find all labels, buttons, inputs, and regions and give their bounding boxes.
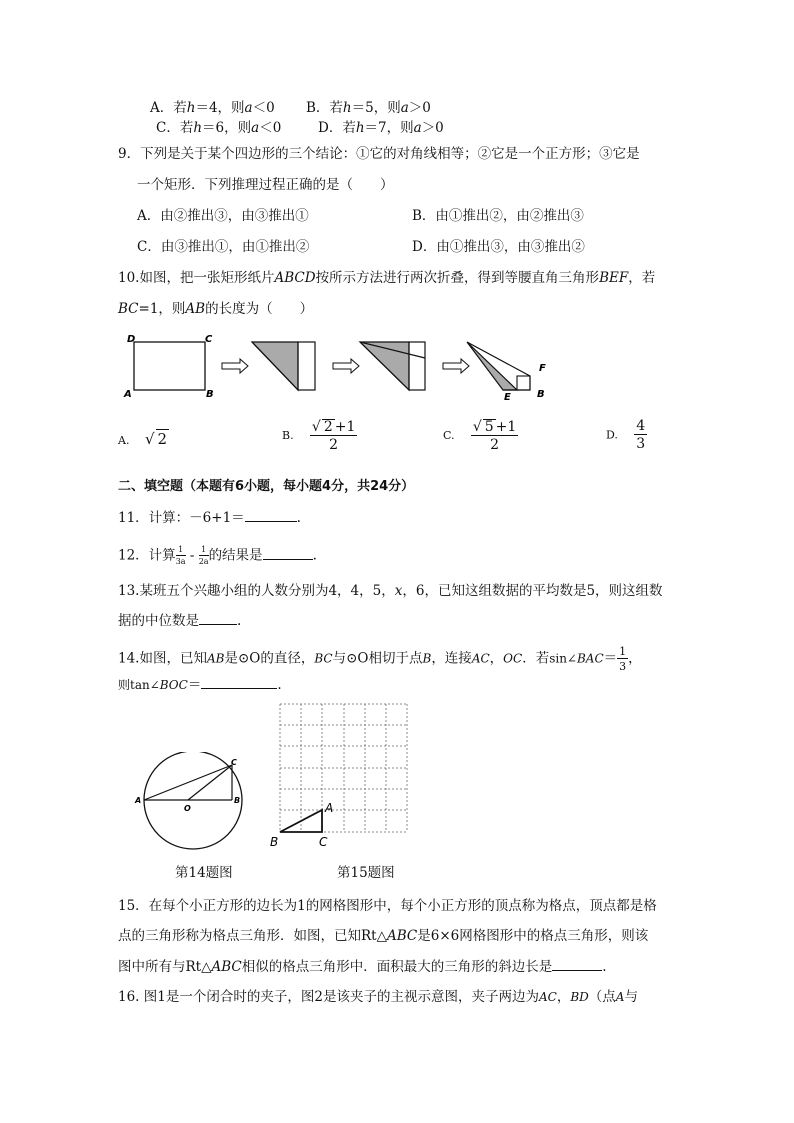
- q8-option-a: A．若h＝4，则a＜0: [150, 100, 275, 116]
- label-c: C: [205, 334, 213, 345]
- q8-option-b: B．若h＝5，则a＞0: [306, 100, 431, 116]
- q15-line3: 图中所有与Rt△ABC相似的格点三角形中．面积最大的三角形的斜边长是 .: [118, 959, 607, 975]
- label-o: O: [184, 804, 191, 813]
- q11: 11．计算：－6+1＝ .: [118, 510, 301, 526]
- q10-stem-line2: BC=1，则AB的长度为（ ）: [118, 301, 314, 317]
- label-f: F: [539, 363, 546, 374]
- q14-line1: 14.如图，已知AB是⊙O的直径，BC与⊙O相切于点B，连接AC，OC．若sin∠BAC＝ $\frac{1}{3}$ ，: [118, 645, 642, 673]
- arrow-icon: [333, 359, 359, 373]
- small-square: [517, 376, 530, 390]
- q10-option-a: A. √ 2: [118, 430, 168, 448]
- q10-stem-line1: 10.如图，把一张矩形纸片ABCD按所示方法进行两次折叠，得到等腰直角三角形BEF，若: [118, 270, 656, 286]
- q9-option-d: D．由①推出③，由③推出②: [412, 239, 585, 255]
- fold1-strip: [298, 342, 315, 390]
- q10-option-c: C. $\frac{√ 5 +1}{2}$: [443, 419, 517, 453]
- q13-line1: 13.某班五个兴趣小组的人数分别为4，4，5，x，6，已知这组数据的平均数是5，则这组数: [118, 583, 663, 599]
- q10-folding-figure: [118, 328, 568, 403]
- answer-blank: [552, 958, 602, 971]
- q10-option-b: B. $\frac{√ 2 +1}{2}$: [282, 419, 356, 453]
- q8-option-d: D．若h＝7，则a＞0: [318, 120, 444, 136]
- label-b: B: [270, 835, 279, 849]
- fold2-strip: [409, 342, 425, 390]
- q15-line2: 点的三角形称为格点三角形．如图，已知Rt△ABC是6×6网格图形中的格点三角形，则该: [118, 928, 649, 944]
- figure-14: [130, 752, 250, 852]
- figure-14-caption: 第14题图: [175, 865, 233, 881]
- q14-line2: 则tan∠BOC＝ .: [118, 677, 282, 693]
- label-d: D: [127, 334, 136, 345]
- label-e: E: [504, 392, 511, 403]
- segment-oc: [188, 765, 232, 800]
- figure-15: [268, 700, 418, 850]
- label-a: A: [325, 801, 334, 815]
- label-b2: B: [537, 389, 545, 400]
- grid-lines: [280, 704, 407, 832]
- answer-blank: [263, 547, 313, 560]
- figure-15-caption: 第15题图: [337, 865, 395, 881]
- label-a: A: [124, 389, 132, 400]
- q13-line2: 据的中位数是 .: [118, 613, 242, 629]
- q15-line1: 15．在每个小正方形的边长为1的网格图形中，每个小正方形的顶点称为格点，顶点都是格: [118, 898, 657, 914]
- label-a: A: [135, 796, 142, 805]
- arrow-icon: [443, 359, 469, 373]
- q9-stem-line1: 9．下列是关于某个四边形的三个结论：①它的对角线相等；②它是一个正方形；③它是: [118, 146, 640, 162]
- label-b: B: [234, 796, 241, 805]
- q9-option-c: C．由③推出①，由①推出②: [137, 239, 310, 255]
- q9-stem-line2: 一个矩形．下列推理过程正确的是（ ）: [137, 177, 394, 193]
- label-c: C: [231, 758, 237, 767]
- label-b: B: [206, 389, 214, 400]
- answer-blank: [199, 612, 237, 625]
- q9-option-a: A．由②推出③，由③推出①: [137, 208, 309, 224]
- final-triangle: [467, 342, 517, 390]
- arrow-icon: [222, 359, 248, 373]
- q12: 12．计算 $\frac{1}{3a}$ - $\frac{1}{2a}$ 的结果是 .: [118, 545, 317, 566]
- q16-line1: 16. 图1是一个闭合时的夹子，图2是该夹子的主视示意图，夹子两边为AC，BD（点A与: [118, 989, 638, 1005]
- section2-title: 二、填空题（本题有6小题，每小题4分，共24分）: [118, 479, 415, 494]
- answer-blank: [245, 509, 297, 522]
- q10-option-d: D. $\frac{4}{3}$: [606, 418, 646, 452]
- q9-option-b: B．由①推出②，由②推出③: [412, 208, 584, 224]
- rectangle-abcd: [134, 342, 205, 390]
- label-c: C: [319, 835, 328, 849]
- q8-option-c: C．若h＝6，则a＜0: [156, 120, 282, 136]
- segment-ac: [144, 765, 232, 800]
- answer-blank: [201, 676, 277, 689]
